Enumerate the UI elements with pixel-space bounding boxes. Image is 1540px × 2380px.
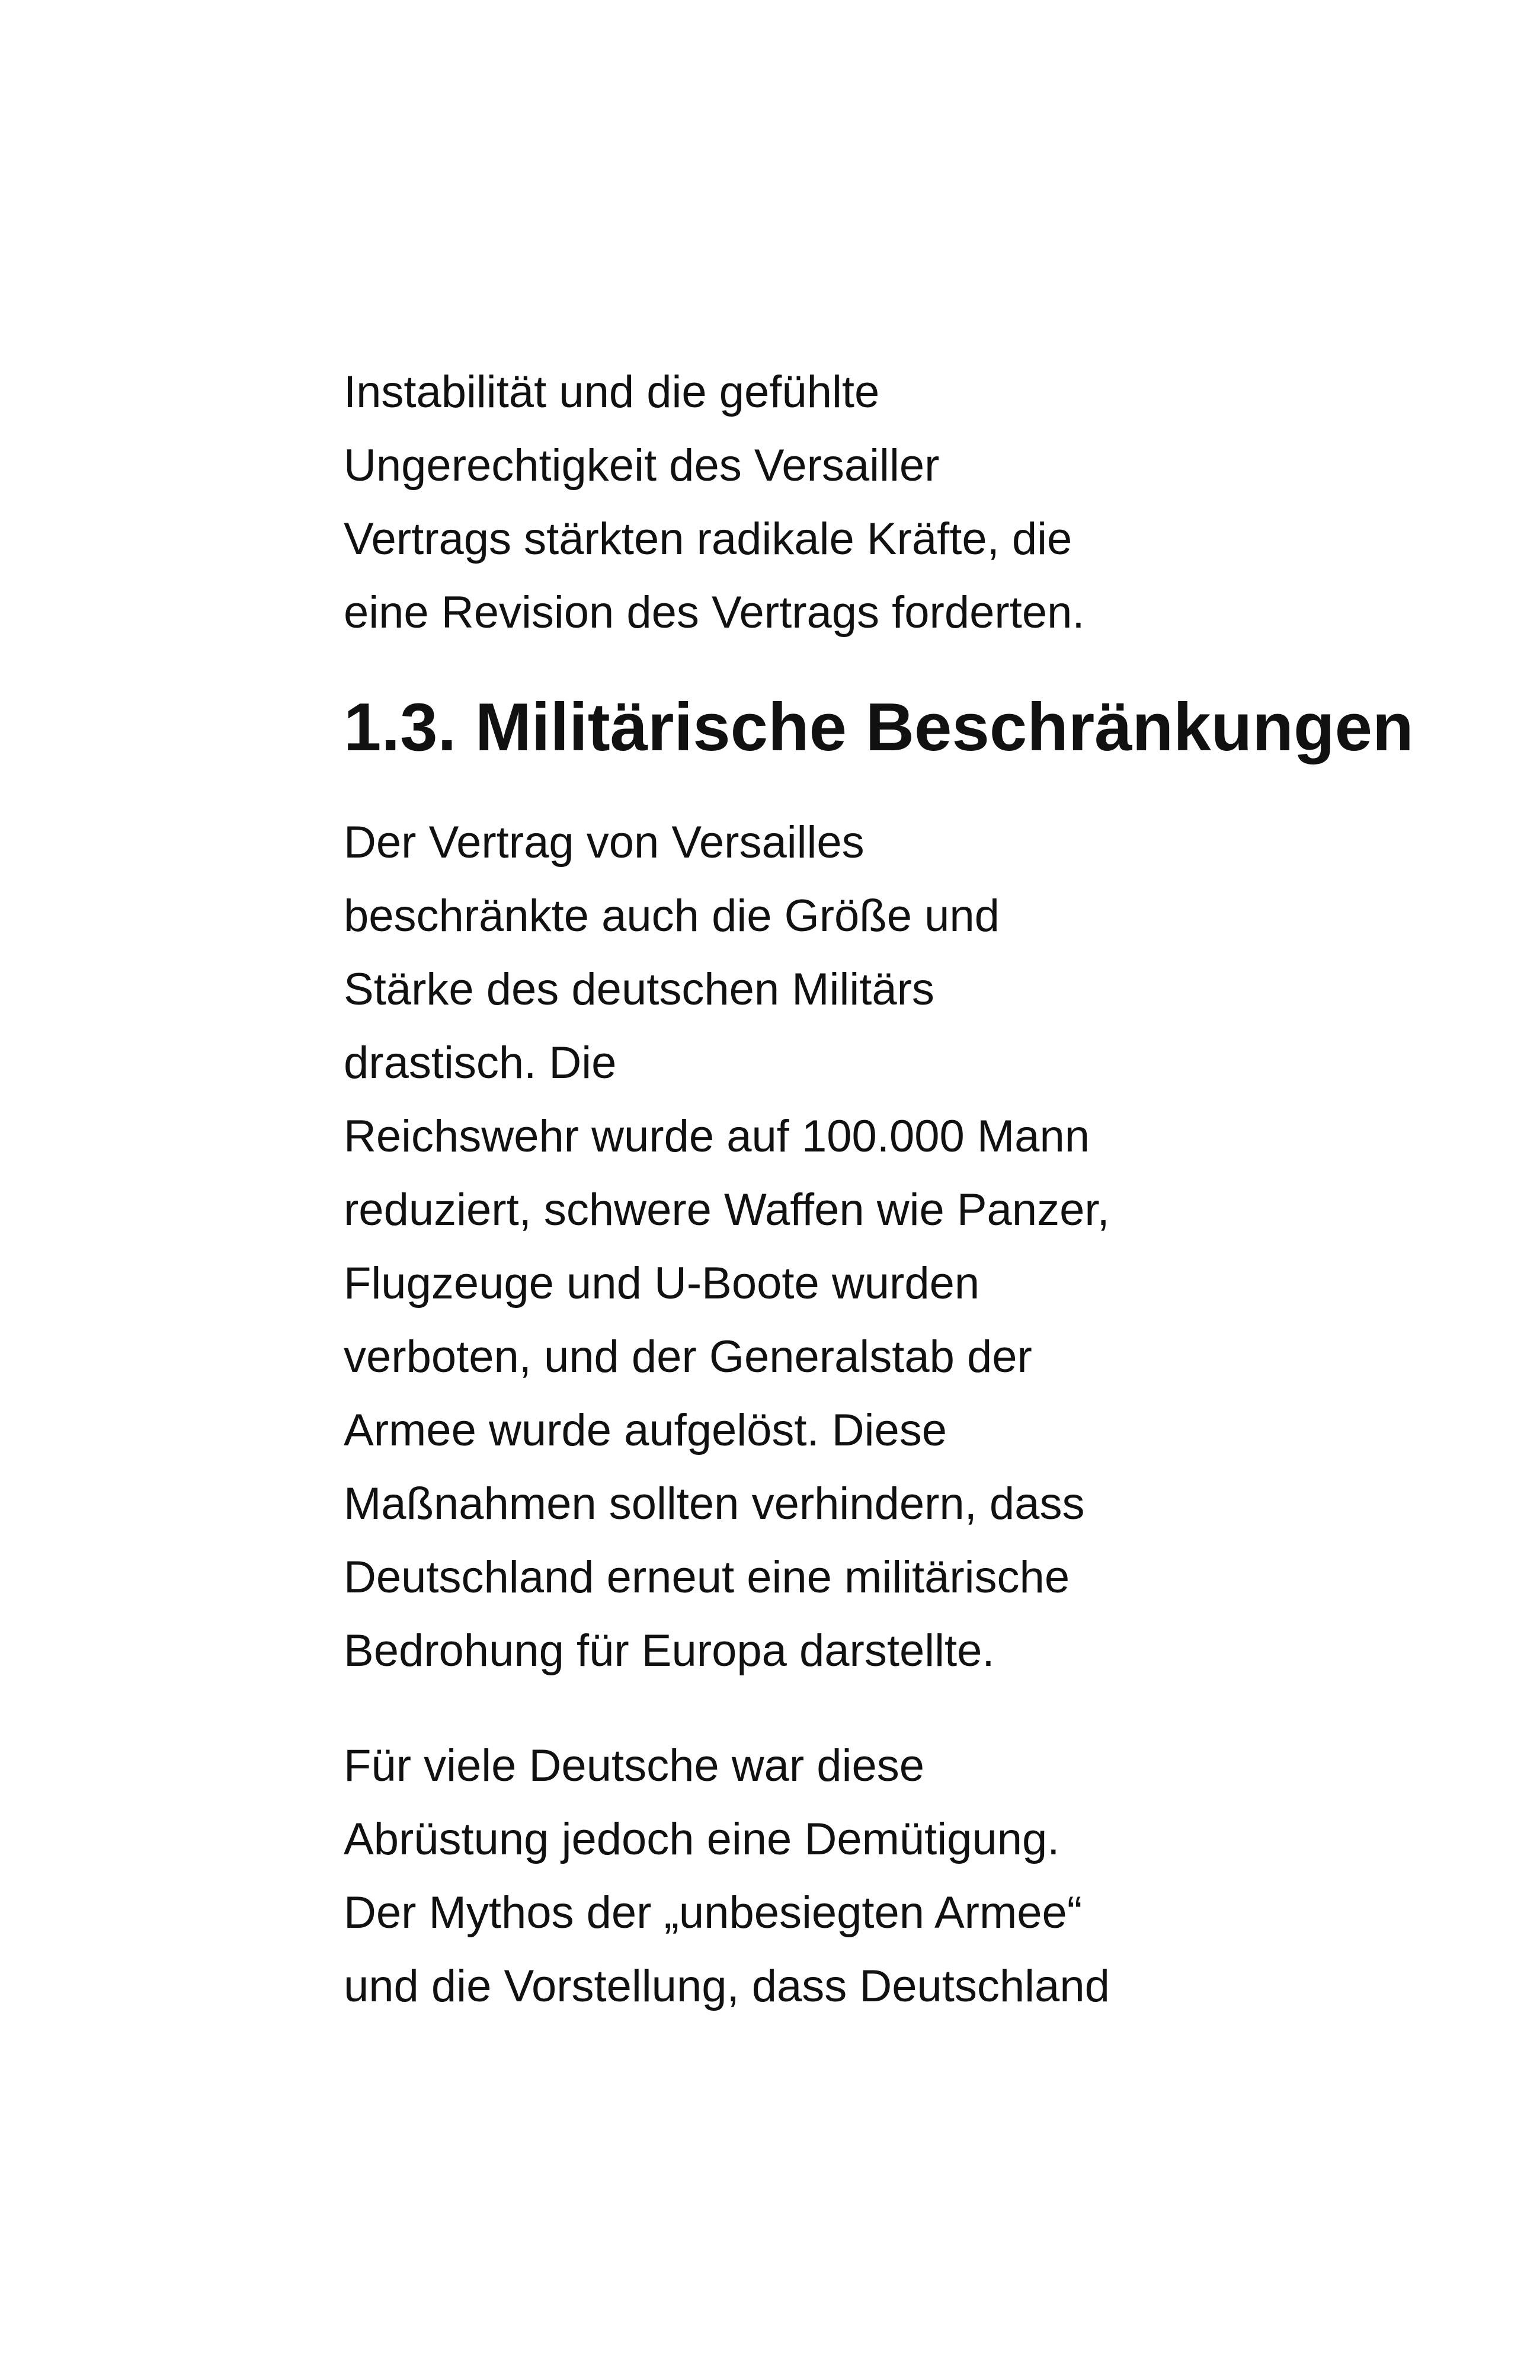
text-line: Ungerechtigkeit des Versailler: [344, 440, 940, 491]
section-heading: 1.3. Militärische Beschränkungen: [344, 690, 1414, 765]
text-line: Flugzeuge und U-Boote wurden: [344, 1258, 980, 1309]
text-line: drastisch. Die: [344, 1038, 617, 1088]
text-line: Der Vertrag von Versailles: [344, 817, 865, 868]
text-line: Für viele Deutsche war diese: [344, 1741, 924, 1791]
text-line: Deutschland erneut eine militärische: [344, 1552, 1070, 1602]
text-line: und die Vorstellung, dass Deutschland: [344, 1961, 1110, 2011]
text-line: Armee wurde aufgelöst. Diese: [344, 1405, 947, 1455]
text-line: Vertrags stärkten radikale Kräfte, die: [344, 514, 1072, 564]
paragraph-military-restrictions: [344, 806, 1232, 1688]
text-line: eine Revision des Vertrags forderten.: [344, 587, 1085, 638]
text-line: reduziert, schwere Waffen wie Panzer,: [344, 1185, 1110, 1235]
text-line: beschränkte auch die Größe und: [344, 891, 1000, 941]
text-line: verboten, und der Generalstab der: [344, 1332, 1032, 1382]
text-line: Der Mythos der „unbesiegten Armee“: [344, 1888, 1083, 1938]
text-line: Bedrohung für Europa darstellte.: [344, 1626, 995, 1676]
paragraph-spacer: [344, 650, 1232, 691]
paragraph-instability: [344, 356, 1232, 650]
text-line: Instabilität und die gefühlte: [344, 367, 880, 417]
text-line: Stärke des deutschen Militärs: [344, 964, 934, 1015]
paragraph-disarmament: [344, 1729, 1232, 2023]
paragraph-spacer: [344, 764, 1232, 806]
text-line: Abrüstung jedoch eine Demütigung.: [344, 1814, 1060, 1864]
text-line: Maßnahmen sollten verhindern, dass: [344, 1479, 1085, 1529]
text-line: Reichswehr wurde auf 100.000 Mann: [344, 1111, 1090, 1162]
paragraph-spacer: [344, 1688, 1232, 1729]
text-column: [344, 356, 1414, 2023]
